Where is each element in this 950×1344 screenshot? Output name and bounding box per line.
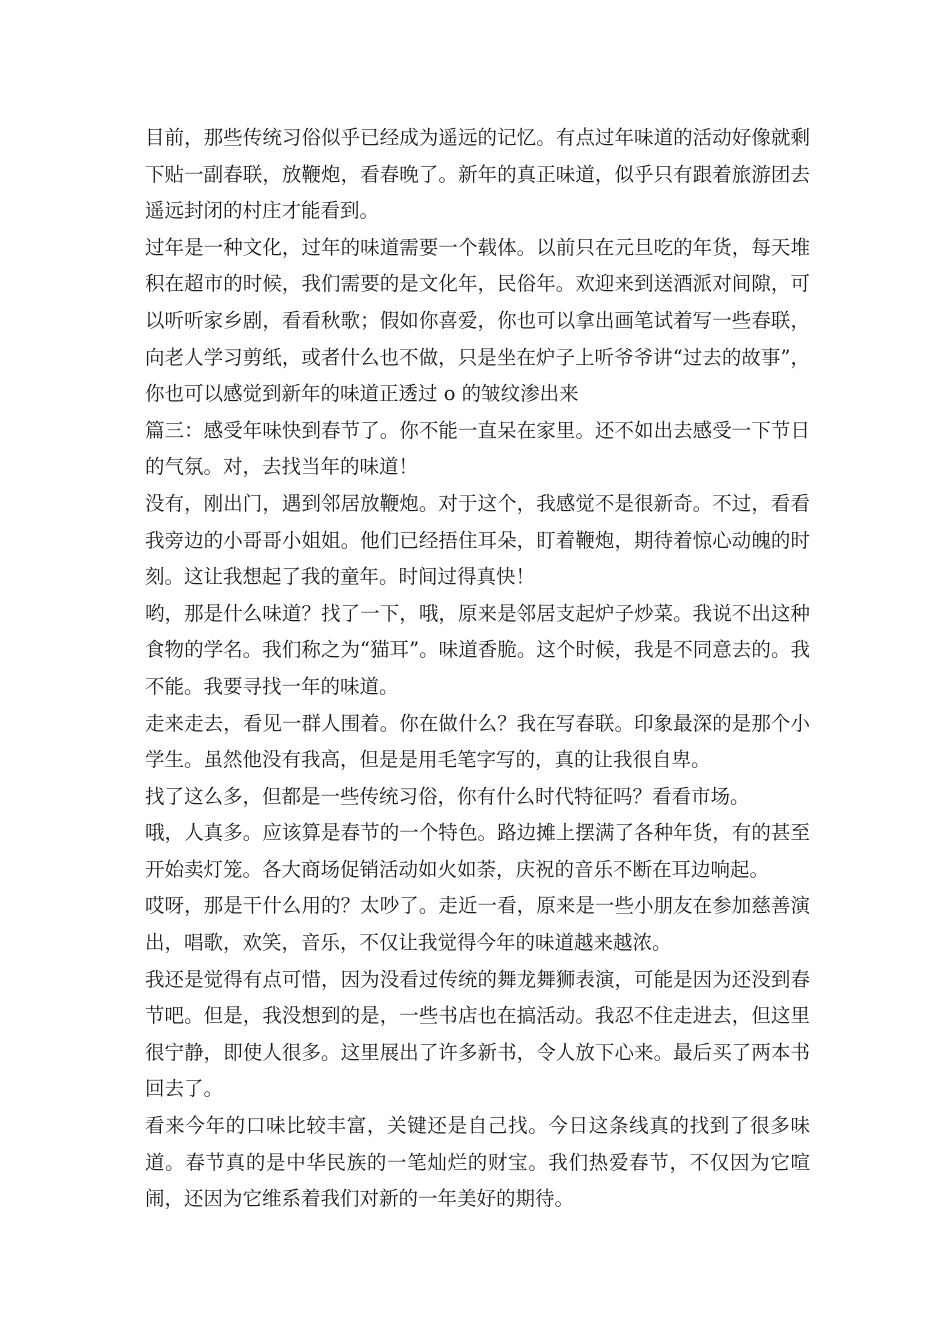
paragraph-1: 目前，那些传统习俗似乎已经成为遥远的记忆。有点过年味道的活动好像就剩下贴一副春联，放鞭炮，看春晚了。新年的真正味道，似乎只有跟着旅游团去遥远封闭的村庄才能看到。 <box>145 126 810 223</box>
paragraph-8: 哦，人真多。应该算是春节的一个特色。路边摊上摆满了各种年货，有的甚至开始卖灯笼。各大商场促销活动如火如荼，庆祝的音乐不断在耳边响起。 <box>145 821 810 881</box>
paragraph-7: 找了这么多，但都是一些传统习俗，你有什么时代特征吗？看看市场。 <box>145 784 750 808</box>
paragraph-4: 没有，刚出门，遇到邻居放鞭炮。对于这个，我感觉不是很新奇。不过，看看我旁边的小哥哥小姐姐。他们已经捂住耳朵，盯着鞭炮，期待着惊心动魄的时刻。这让我想起了我的童年。时间过得真快！ <box>145 491 810 589</box>
paragraph-10: 我还是觉得有点可惜，因为没看过传统的舞龙舞狮表演，可能是因为还没到春节吧。但是，我没想到的是，一些书店也在搞活动。我忍不住走进去，但这里很宁静，即使人很多。这里展出了许多新书，令人放下心来。最后买了两本书回去了。 <box>145 967 810 1101</box>
document-body <box>145 120 810 1218</box>
paragraph-9: 哎呀，那是干什么用的？太吵了。走近一看，原来是一些小朋友在参加慈善演出，唱歌，欢笑，音乐，不仅让我觉得今年的味道越来越浓。 <box>145 894 810 955</box>
paragraph-5: 哟，那是什么味道？找了一下，哦，原来是邻居支起炉子炒菜。我说不出这种食物的学名。我们称之为“猫耳”。味道香脆。这个时候，我是不同意去的。我不能。我要寻找一年的味道。 <box>145 601 810 698</box>
paragraph-3: 篇三：感受年味快到春节了。你不能一直呆在家里。还不如出去感受一下节日的气氛。对，去找当年的味道！ <box>145 418 810 479</box>
paragraph-11: 看来今年的口味比较丰富，关键还是自己找。今日这条线真的找到了很多味道。春节真的是中华民族的一笔灿烂的财宝。我们热爱春节，不仅因为它喧闹，还因为它维系着我们对新的一年美好的期待。 <box>145 1114 810 1211</box>
paragraph-2: 过年是一种文化，过年的味道需要一个载体。以前只在元旦吃的年货，每天堆积在超市的时候，我们需要的是文化年，民俗年。欢迎来到送酒派对间隙，可以听听家乡剧，看看秋歌；假如你喜爱，你也可以拿出画笔试着写一些春联，向老人学习剪纸，或者什么也不做，只是坐在炉子上听爷爷讲“过去的故事”，你也可以感觉到新年的味道正透过 o 的皱纹渗出来 <box>145 235 810 406</box>
paragraph-6: 走来走去，看见一群人围着。你在做什么？我在写春联。印象最深的是那个小学生。虽然他没有我高，但是是用毛笔字写的，真的让我很自卑。 <box>145 711 810 772</box>
